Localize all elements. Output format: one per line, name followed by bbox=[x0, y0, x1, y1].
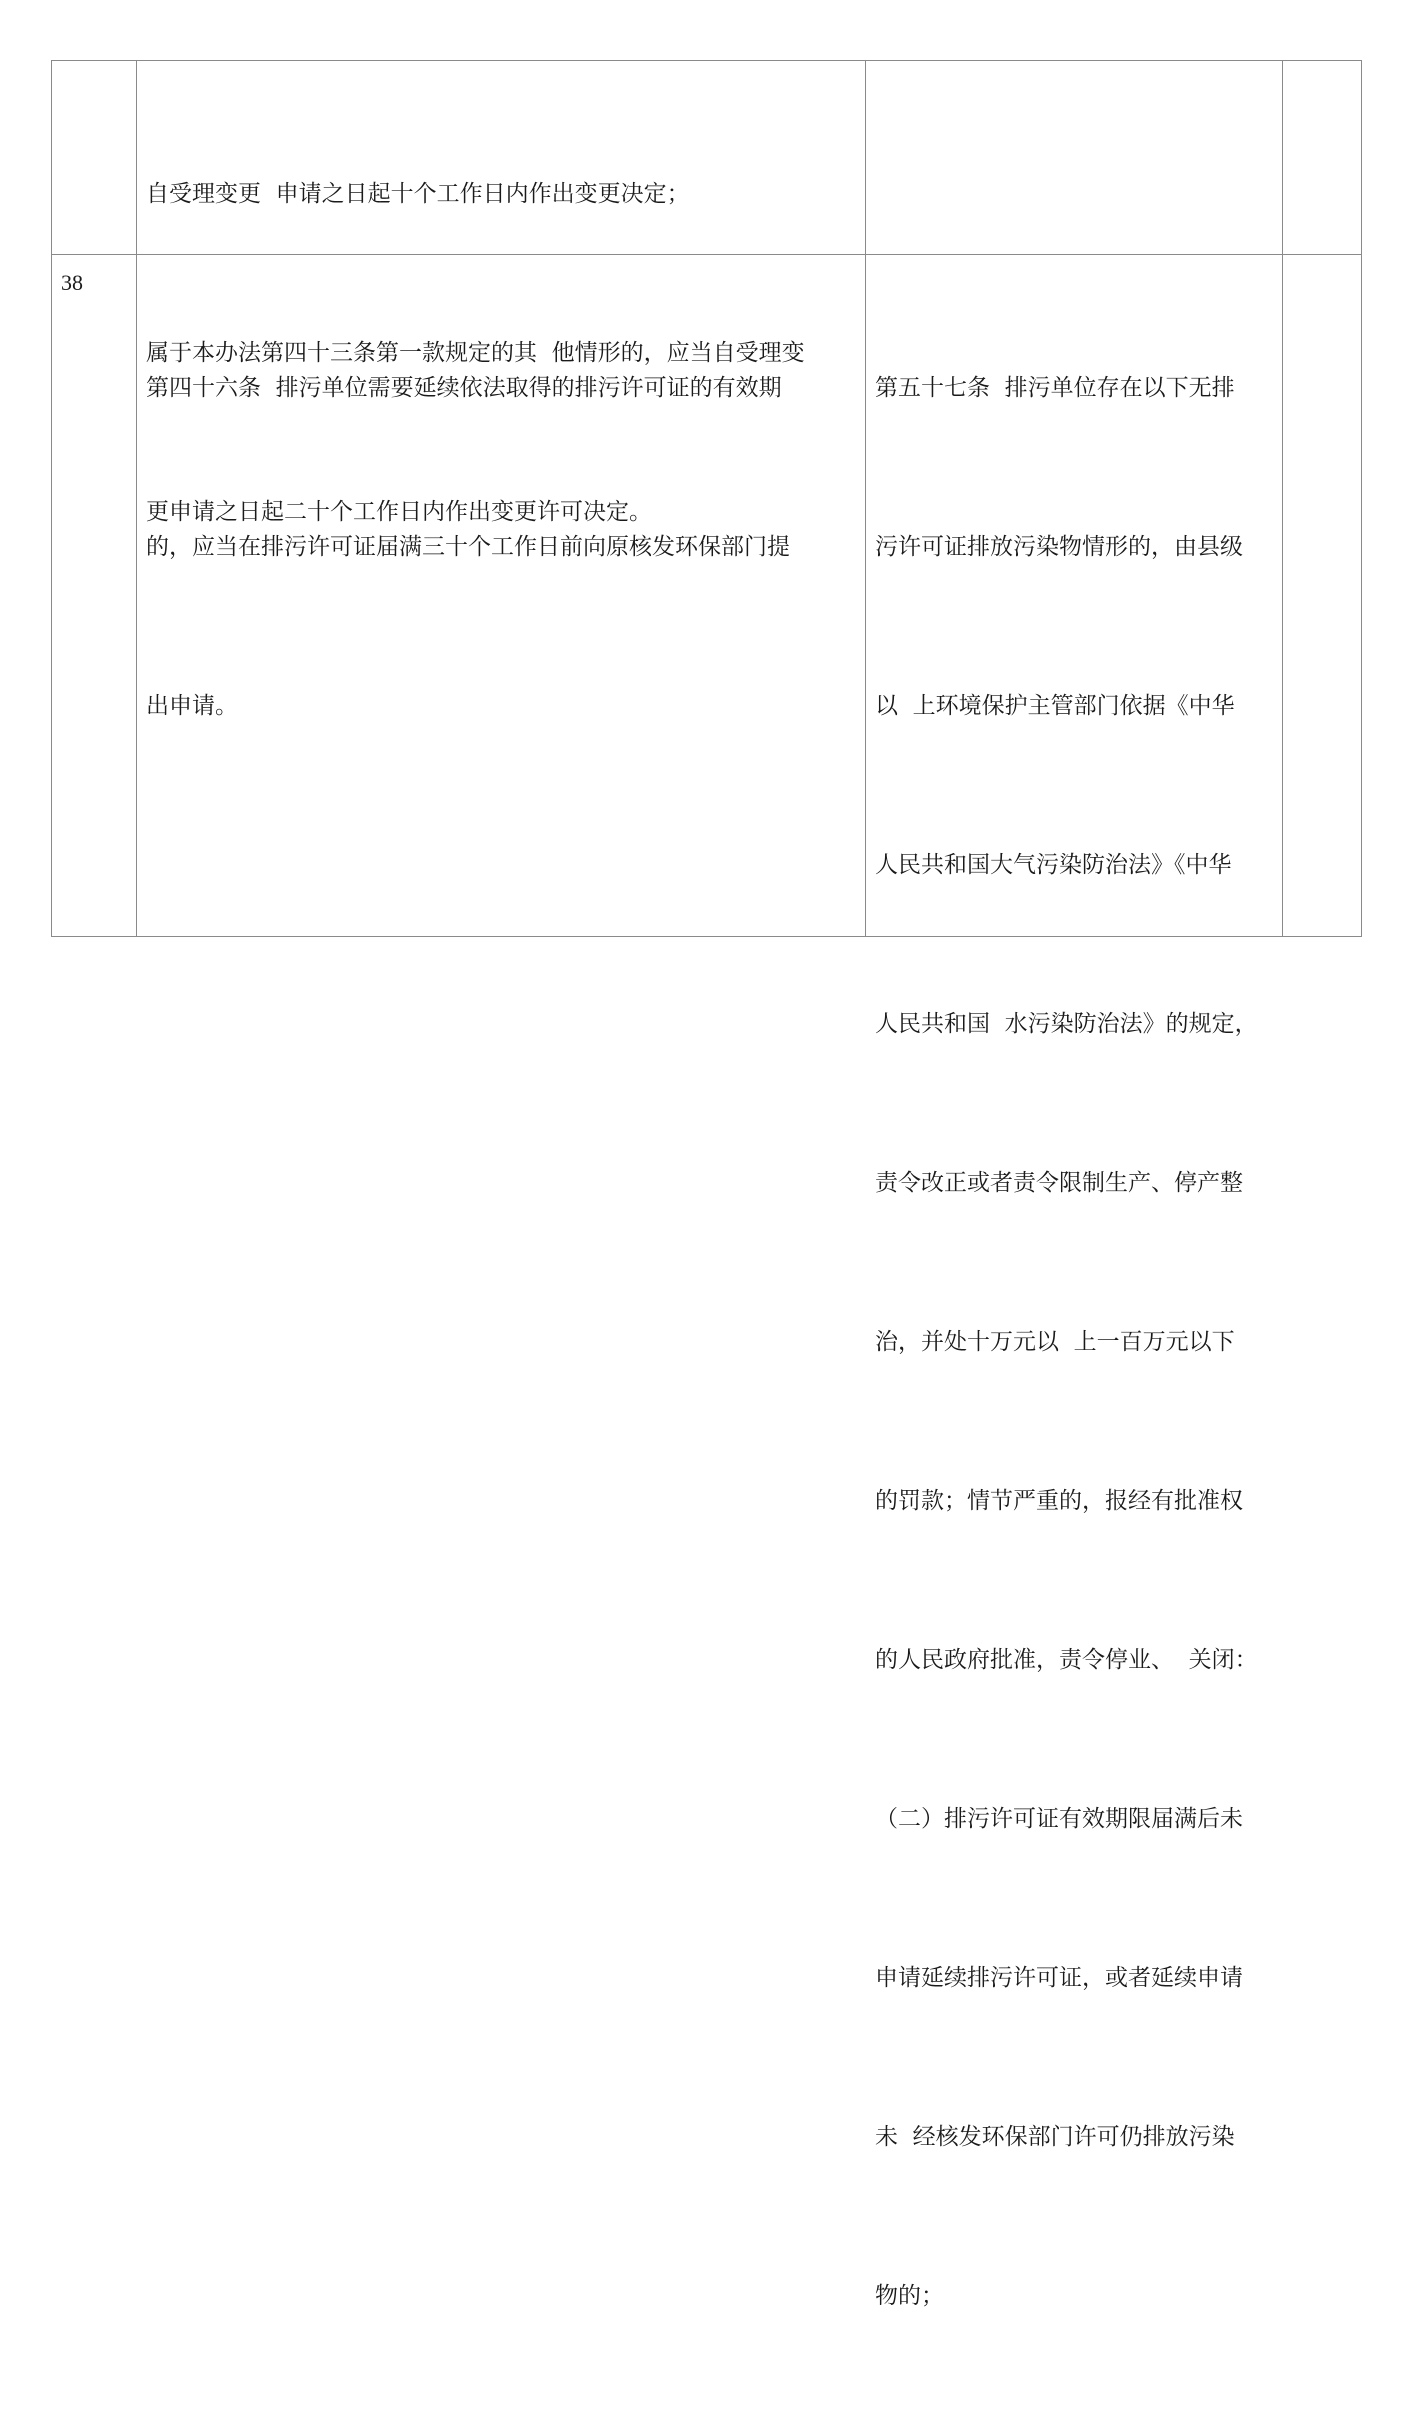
text-line: 出申请。 bbox=[146, 693, 238, 719]
text-line: 第五十七条 排污单位存在以下无排 bbox=[875, 375, 1235, 401]
comparison-table bbox=[51, 60, 1362, 2309]
text-line: 的，应当在排污许可证届满三十个工作日前向原核发环保部门提 bbox=[146, 534, 790, 560]
text-line: 第四十六条 排污单位需要延续依法取得的排污许可证的有效期 bbox=[146, 375, 782, 401]
column-divider-2 bbox=[865, 60, 866, 937]
text-line: 以 上环境保护主管部门依据《中华 bbox=[875, 693, 1235, 719]
text-line: 责令改正或者责令限制生产、停产整 bbox=[875, 1170, 1243, 1196]
text-line: 属于本办法第四十三条第一款规定的其 他情形的，应当自受理变 bbox=[146, 340, 805, 366]
text-line: 未 经核发环保部门许可仍排放污染 bbox=[875, 2124, 1235, 2150]
text-line: 人民共和国 水污染防治法》的规定， bbox=[875, 1011, 1258, 1037]
text-line: 人民共和国大气污染防治法》《中华 bbox=[875, 852, 1232, 878]
column-divider-3 bbox=[1282, 60, 1283, 937]
column-divider-1 bbox=[136, 60, 137, 937]
text-line: 申请延续排污许可证，或者延续申请 bbox=[875, 1965, 1243, 1991]
table-border-top bbox=[51, 60, 1362, 61]
table-border-left bbox=[51, 60, 52, 937]
text-line: 的人民政府批准，责令停业、 关闭： bbox=[875, 1647, 1258, 1673]
row2-penalty-text bbox=[875, 256, 1258, 2429]
row-number: 38 bbox=[61, 270, 83, 295]
text-line: （二）排污许可证有效期限届满后未 bbox=[875, 1806, 1243, 1832]
text-line: 治，并处十万元以 上一百万元以下 bbox=[875, 1329, 1235, 1355]
table-border-right bbox=[1361, 60, 1362, 937]
text-line: 的罚款；情节严重的，报经有批准权 bbox=[875, 1488, 1243, 1514]
text-line: 物的； bbox=[875, 2283, 944, 2309]
text-line: 自受理变更 申请之日起十个工作日内作出变更决定； bbox=[146, 181, 690, 207]
text-line: 更申请之日起二十个工作日内作出变更许可决定。 bbox=[146, 499, 652, 525]
text-line: 污许可证排放污染物情形的，由县级 bbox=[875, 534, 1243, 560]
row2-original-text bbox=[146, 256, 790, 839]
